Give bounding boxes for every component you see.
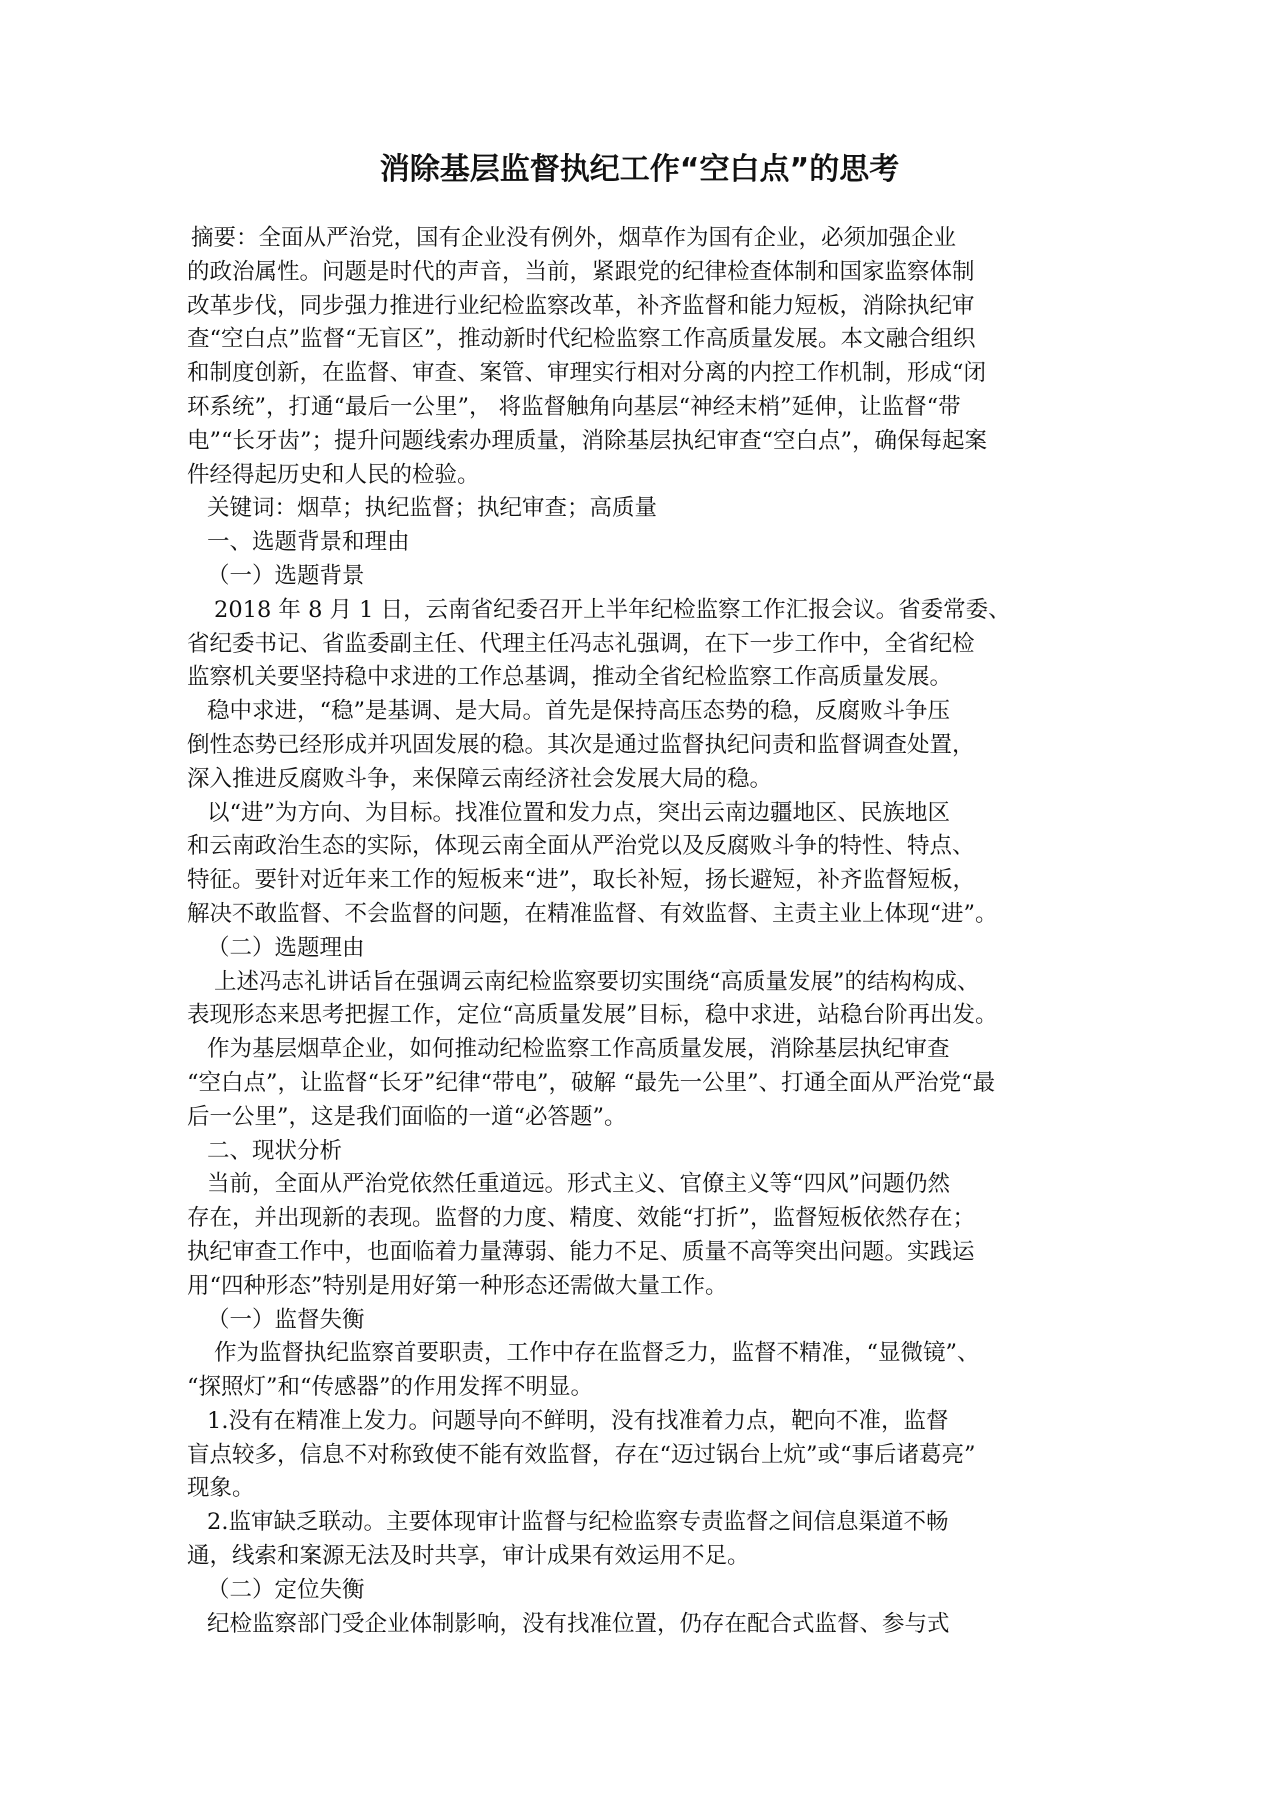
paragraph-line: “探照灯”和“传感器”的作用发挥不明显。 <box>187 1374 594 1401</box>
paragraph-line: 当前，全面从严治党依然任重道远。形式主义、官僚主义等“四风”问题仍然 <box>207 1171 951 1198</box>
paragraph-line: 存在，并出现新的表现。监督的力度、精度、效能“打折”，监督短板依然存在； <box>187 1205 976 1232</box>
paragraph-line: 稳中求进，“稳”是基调、是大局。首先是保持高压态势的稳，反腐败斗争压 <box>207 698 951 725</box>
abstract-line: 电”“长牙齿”；提升问题线索办理质量，消除基层执纪审查“空白点”，确保每起案 <box>187 427 988 454</box>
paragraph-line: 现象。 <box>187 1475 255 1502</box>
paragraph-line: “空白点”，让监督“长牙”纪律“带电”，破解 “最先一公里”、打通全面从严治党“最 <box>187 1069 996 1096</box>
keywords-line: 关键词：烟草；执纪监督；执纪审查；高质量 <box>207 495 658 522</box>
paragraph-line: 2018 年 8 月 1 日，云南省纪委召开上半年纪检监察工作汇报会议。省委常委、 <box>214 596 1011 623</box>
section-heading: 一、选题背景和理由 <box>207 529 410 556</box>
paragraph-line: 监察机关要坚持稳中求进的工作总基调，推动全省纪检监察工作高质量发展。 <box>187 664 953 691</box>
paragraph-line: 用“四种形态”特别是用好第一种形态还需做大量工作。 <box>187 1272 728 1299</box>
paragraph-line: 2.监审缺乏联动。主要体现审计监督与纪检监察专责监督之间信息渠道不畅 <box>207 1509 949 1536</box>
paragraph-line: 深入推进反腐败斗争，来保障云南经济社会发展大局的稳。 <box>187 765 773 792</box>
paragraph-line: 执纪审查工作中，也面临着力量薄弱、能力不足、质量不高等突出问题。实践运 <box>187 1238 975 1265</box>
section-heading: 二、现状分析 <box>207 1137 343 1164</box>
paragraph-line: 作为基层烟草企业，如何推动纪检监察工作高质量发展，消除基层执纪审查 <box>207 1036 950 1063</box>
paragraph-line: 纪检监察部门受企业体制影响，没有找准位置，仍存在配合式监督、参与式 <box>207 1610 950 1637</box>
abstract-line: 查“空白点”监督“无盲区”，推动新时代纪检监察工作高质量发展。本文融合组织 <box>187 326 976 353</box>
paragraph-line: 倒性态势已经形成并巩固发展的稳。其次是通过监督执纪问责和监督调查处置， <box>187 731 975 758</box>
subsection-heading: （二）定位失衡 <box>207 1576 365 1603</box>
subsection-heading: （二）选题理由 <box>207 934 365 961</box>
subsection-heading: （一）选题背景 <box>207 562 365 589</box>
paragraph-line: 后一公里”，这是我们面临的一道“必答题”。 <box>187 1103 627 1130</box>
paragraph-line: 上述冯志礼讲话旨在强调云南纪检监察要切实围绕“高质量发展”的结构构成、 <box>214 968 980 995</box>
abstract-line: 改革步伐，同步强力推进行业纪检监察改革，补齐监督和能力短板，消除执纪审 <box>187 292 975 319</box>
paragraph-line: 通，线索和案源无法及时共享，审计成果有效运用不足。 <box>187 1543 750 1570</box>
paragraph-line: 解决不敢监督、不会监督的问题，在精准监督、有效监督、主责主业上体现“进”。 <box>187 900 998 927</box>
abstract-line: 件经得起历史和人民的检验。 <box>187 461 480 488</box>
abstract-line: 环系统”，打通“最后一公里”， 将监督触角向基层“神经末梢”延伸，让监督“带 <box>187 393 961 420</box>
subsection-heading: （一）监督失衡 <box>207 1306 365 1333</box>
paragraph-line: 特征。要针对近年来工作的短板来“进”，取长补短，扬长避短，补齐监督短板， <box>187 867 976 894</box>
paragraph-line: 1.没有在精准上发力。问题导向不鲜明，没有找准着力点，靶向不准，监督 <box>207 1407 949 1434</box>
paragraph-line: 以“进”为方向、为目标。找准位置和发力点，突出云南边疆地区、民族地区 <box>207 799 951 826</box>
paragraph-line: 和云南政治生态的实际，体现云南全面从严治党以及反腐败斗争的特性、特点、 <box>187 833 975 860</box>
abstract-line: 和制度创新，在监督、审查、案管、审理实行相对分离的内控工作机制，形成“闭 <box>187 360 987 387</box>
document-title: 消除基层监督执纪工作“空白点”的思考 <box>379 152 900 187</box>
paragraph-line: 作为监督执纪监察首要职责，工作中存在监督乏力，监督不精准，“显微镜”、 <box>214 1340 980 1367</box>
document-body <box>187 222 1127 1641</box>
paragraph-line: 省纪委书记、省监委副主任、代理主任冯志礼强调，在下一步工作中，全省纪检 <box>187 630 975 657</box>
paragraph-line: 盲点较多，信息不对称致使不能有效监督，存在“迈过锅台上炕”或“事后诸葛亮” <box>187 1441 976 1468</box>
paragraph-line: 表现形态来思考把握工作，定位“高质量发展”目标，稳中求进，站稳台阶再出发。 <box>187 1002 998 1029</box>
abstract-line: 的政治属性。问题是时代的声音，当前，紧跟党的纪律检查体制和国家监察体制 <box>187 258 975 285</box>
abstract-line: 摘要：全面从严治党，国有企业没有例外，烟草作为国有企业，必须加强企业 <box>191 225 957 251</box>
